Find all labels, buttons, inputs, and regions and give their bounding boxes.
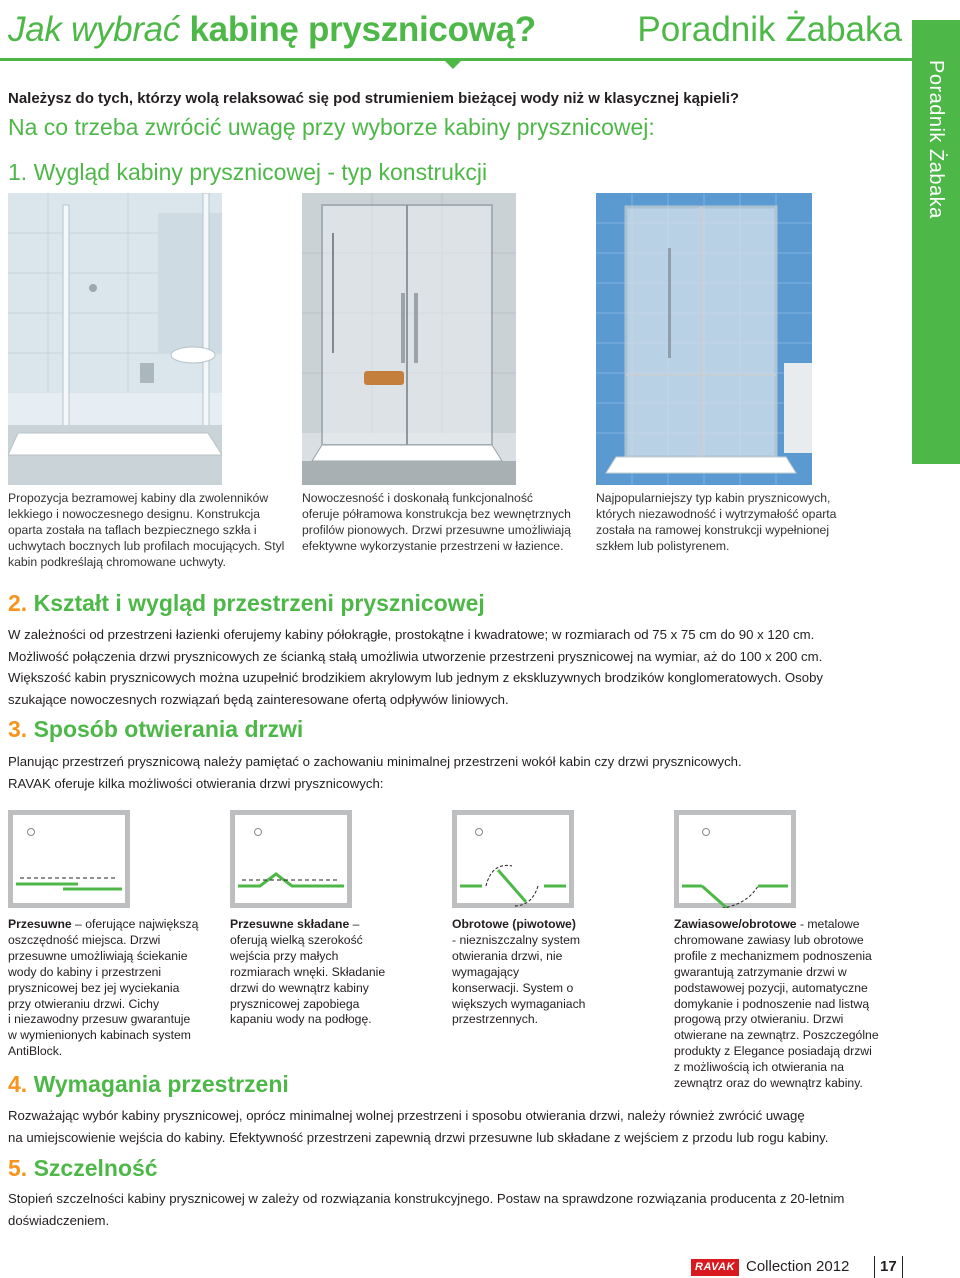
section-5-line: Stopień szczelności kabiny prysznicowej w zależy od rozwiązania konstrukcyjnego. Postaw na sprawdzone rozwiązania producenta z 20-letnim (8, 1191, 845, 1206)
door-line: chromowane zawiasy lub obrotowe (674, 932, 864, 947)
door-line: oferują wielką szerokość (230, 932, 363, 947)
footer-divider (874, 1256, 875, 1278)
pivot-door-diagram (452, 810, 574, 908)
pivot-door-description (452, 917, 652, 1028)
section-5-title: Szczelność (27, 1155, 158, 1181)
door-line: otwierania drzwi, nie (452, 948, 563, 963)
framed-cabin-caption: Najpopularniejszy typ kabin prysznicowych, których niezawodność i wytrzymałość oparta została na ramowej konstrukcji wypełnionej szkłem lub polistyrenem. (596, 491, 837, 553)
door-line: zewnątrz oraz do wewnątrz kabiny. (674, 1076, 863, 1091)
document-title (8, 10, 536, 50)
title-italic-part: Jak wybrać (8, 10, 190, 49)
sliding-door-diagram (8, 810, 130, 908)
intro-subtitle: Na co trzeba zwrócić uwagę przy wyborze kabiny prysznicowej: (8, 114, 655, 140)
door-line: gwarantują zatrzymanie drzwi w (674, 964, 847, 979)
section-5-body (8, 1188, 908, 1231)
section-2-line: szukające nowoczesnych rozwiązań będą zainteresowane ofertą odpływów liniowych. (8, 691, 509, 707)
door-line: wejścia przy małych (230, 948, 339, 963)
door-line: AntiBlock. (8, 1044, 63, 1059)
door-type-name: Przesuwne (8, 917, 72, 931)
intro-question: Należysz do tych, którzy wolą relaksować się pod strumieniem bieżącej wody niż w klasycznej kąpieli? (8, 90, 740, 107)
section-3-heading (8, 716, 303, 743)
frameless-cabin-caption: Propozycja bezramowej kabiny dla zwolenników lekkiego i nowoczesnego designu. Konstrukcja oparta została na taflach bezpiecznego szkła i uchwytach bocznych lub profilach mocujących. Styl kabin podkreślają chromowane uchwyty. (8, 491, 285, 569)
door-line: przesuwne umożliwiają ściekanie (8, 948, 188, 963)
door-line: drzwi do wewnątrz kabiny (230, 980, 369, 995)
door-type-name: Zawiasowe/obrotowe (674, 917, 797, 931)
section-2-line: W zależności od przestrzeni łazienki oferujemy kabiny półokrągłe, prostokątne i kwadratowe; w rozmiarach od 75 x 75 cm do 90 x 120 cm. (8, 627, 815, 642)
door-line: – (349, 917, 360, 931)
framed-cabin-photo (596, 193, 812, 485)
door-line: większych wymaganiach (452, 996, 586, 1011)
door-line: otwierane na zewnątrz. Poszczególne (674, 1028, 879, 1043)
door-line: i niezawodny przesuw gwarantuje (8, 1012, 191, 1027)
door-type-name: Obrotowe (piwotowe) (452, 917, 576, 931)
section-4-title: Wymagania przestrzeni (27, 1071, 289, 1097)
section-2-body (8, 624, 908, 710)
section-5-line: doświadczeniem. (8, 1212, 110, 1228)
section-3-line: RAVAK oferuje kilka możliwości otwierania drzwi prysznicowych: (8, 775, 384, 791)
hinged-door-diagram (674, 810, 796, 908)
section-4-body (8, 1105, 908, 1148)
door-line: prysznicowej zapobiega (230, 996, 360, 1011)
section-1-title: 1. Wygląd kabiny prysznicowej - typ konstrukcji (8, 159, 488, 185)
door-type-name: Przesuwne składane (230, 917, 350, 931)
half-frame-cabin-caption: Nowoczesność i doskonałą funkcjonalność oferuje półramowa konstrukcja bez wewnętrznych profilów pionowych. Drzwi przesuwne umożliwiają efektywne wykorzystanie przestrzeni w łazience. (302, 491, 571, 553)
folding-door-description (230, 917, 430, 1028)
door-line: domykanie i podnoszenie nad listwą (674, 996, 870, 1011)
footer-divider (902, 1256, 903, 1278)
sliding-door-description (8, 917, 213, 1060)
section-4-line: na umiejscowienie wejścia do kabiny. Efektywność przestrzeni zapewnią drzwi przesuwne lub składane z wejściem z przodu lub rogu kabiny. (8, 1129, 829, 1145)
door-line: kapaniu wody na podłogę. (230, 1012, 372, 1027)
collection-label: Collection 2012 (746, 1258, 850, 1275)
section-2-number: 2. (8, 590, 28, 616)
ravak-logo: RAVAK (691, 1259, 739, 1276)
door-line: - niezniszczalny system (452, 932, 581, 947)
section-5-number: 5. (8, 1155, 28, 1181)
door-line: produkty z Elegance posiadają drzwi (674, 1044, 872, 1059)
half-frame-cabin-photo (302, 193, 516, 485)
section-3-line: Planując przestrzeń prysznicową należy pamiętać o zachowaniu minimalnej przestrzeni wokół kabin czy drzwi prysznicowych. (8, 754, 742, 769)
door-line: z możliwością ich otwierania na (674, 1060, 845, 1075)
section-2-line: Większość kabin prysznicowych można uzupełnić brodzikiem akrylowym lub jednym z ekskluzywnych brodzików konglomeratowych. Osoby (8, 670, 824, 685)
section-3-title: Sposób otwierania drzwi (27, 716, 304, 742)
door-line: - metalowe (796, 917, 860, 931)
section-3-number: 3. (8, 716, 28, 742)
section-3-body (8, 751, 908, 794)
door-line: progową przy otwieraniu. Drzwi (674, 1012, 844, 1027)
section-4-line: Rozważając wybór kabiny prysznicowej, oprócz minimalnej wolnej przestrzeni i sposobu otwierania drzwi, należy również zwrócić uwagę (8, 1108, 805, 1123)
door-line: w wymienionych kabinach system (8, 1028, 191, 1043)
section-4-number: 4. (8, 1071, 28, 1097)
side-tab (912, 20, 960, 464)
brand-title: Poradnik Żabaka (637, 10, 902, 49)
section-2-heading (8, 590, 485, 617)
door-line: przy otwieraniu drzwi. Cichy (8, 996, 160, 1011)
door-line: konserwacji. System o (452, 980, 574, 995)
door-line: wymagający (452, 964, 520, 979)
door-line: oszczędność miejsca. Drzwi (8, 932, 161, 947)
door-line: profile z mechanizmem podnoszenia (674, 948, 872, 963)
hinged-door-description (674, 917, 906, 1092)
door-line: prysznicowej bez jej wyciekania (8, 980, 180, 995)
header-notch (444, 60, 462, 69)
frameless-cabin-photo (8, 193, 222, 485)
section-2-title: Kształt i wygląd przestrzeni prysznicowej (27, 590, 485, 616)
section-2-line: Możliwość połączenia drzwi prysznicowych ze ścianką stałą umożliwia utworzenie przestrzeni prysznicowej na wymiar, aż do 100 x 200 cm. (8, 648, 823, 664)
door-line: – oferujące największą (71, 917, 199, 931)
door-line: podstawowej pozycji, automatyczne (674, 980, 868, 995)
side-tab-label: Poradnik Żabaka (925, 60, 947, 219)
page-number: 17 (880, 1258, 897, 1275)
section-4-heading (8, 1071, 289, 1098)
door-line: przestrzennych. (452, 1012, 539, 1027)
door-line: wody do kabiny i przestrzeni (8, 964, 162, 979)
section-5-heading (8, 1155, 158, 1182)
title-bold-part: kabinę prysznicową? (189, 10, 536, 49)
door-line: rozmiarach wnęki. Składanie (230, 964, 386, 979)
folding-door-diagram (230, 810, 352, 908)
